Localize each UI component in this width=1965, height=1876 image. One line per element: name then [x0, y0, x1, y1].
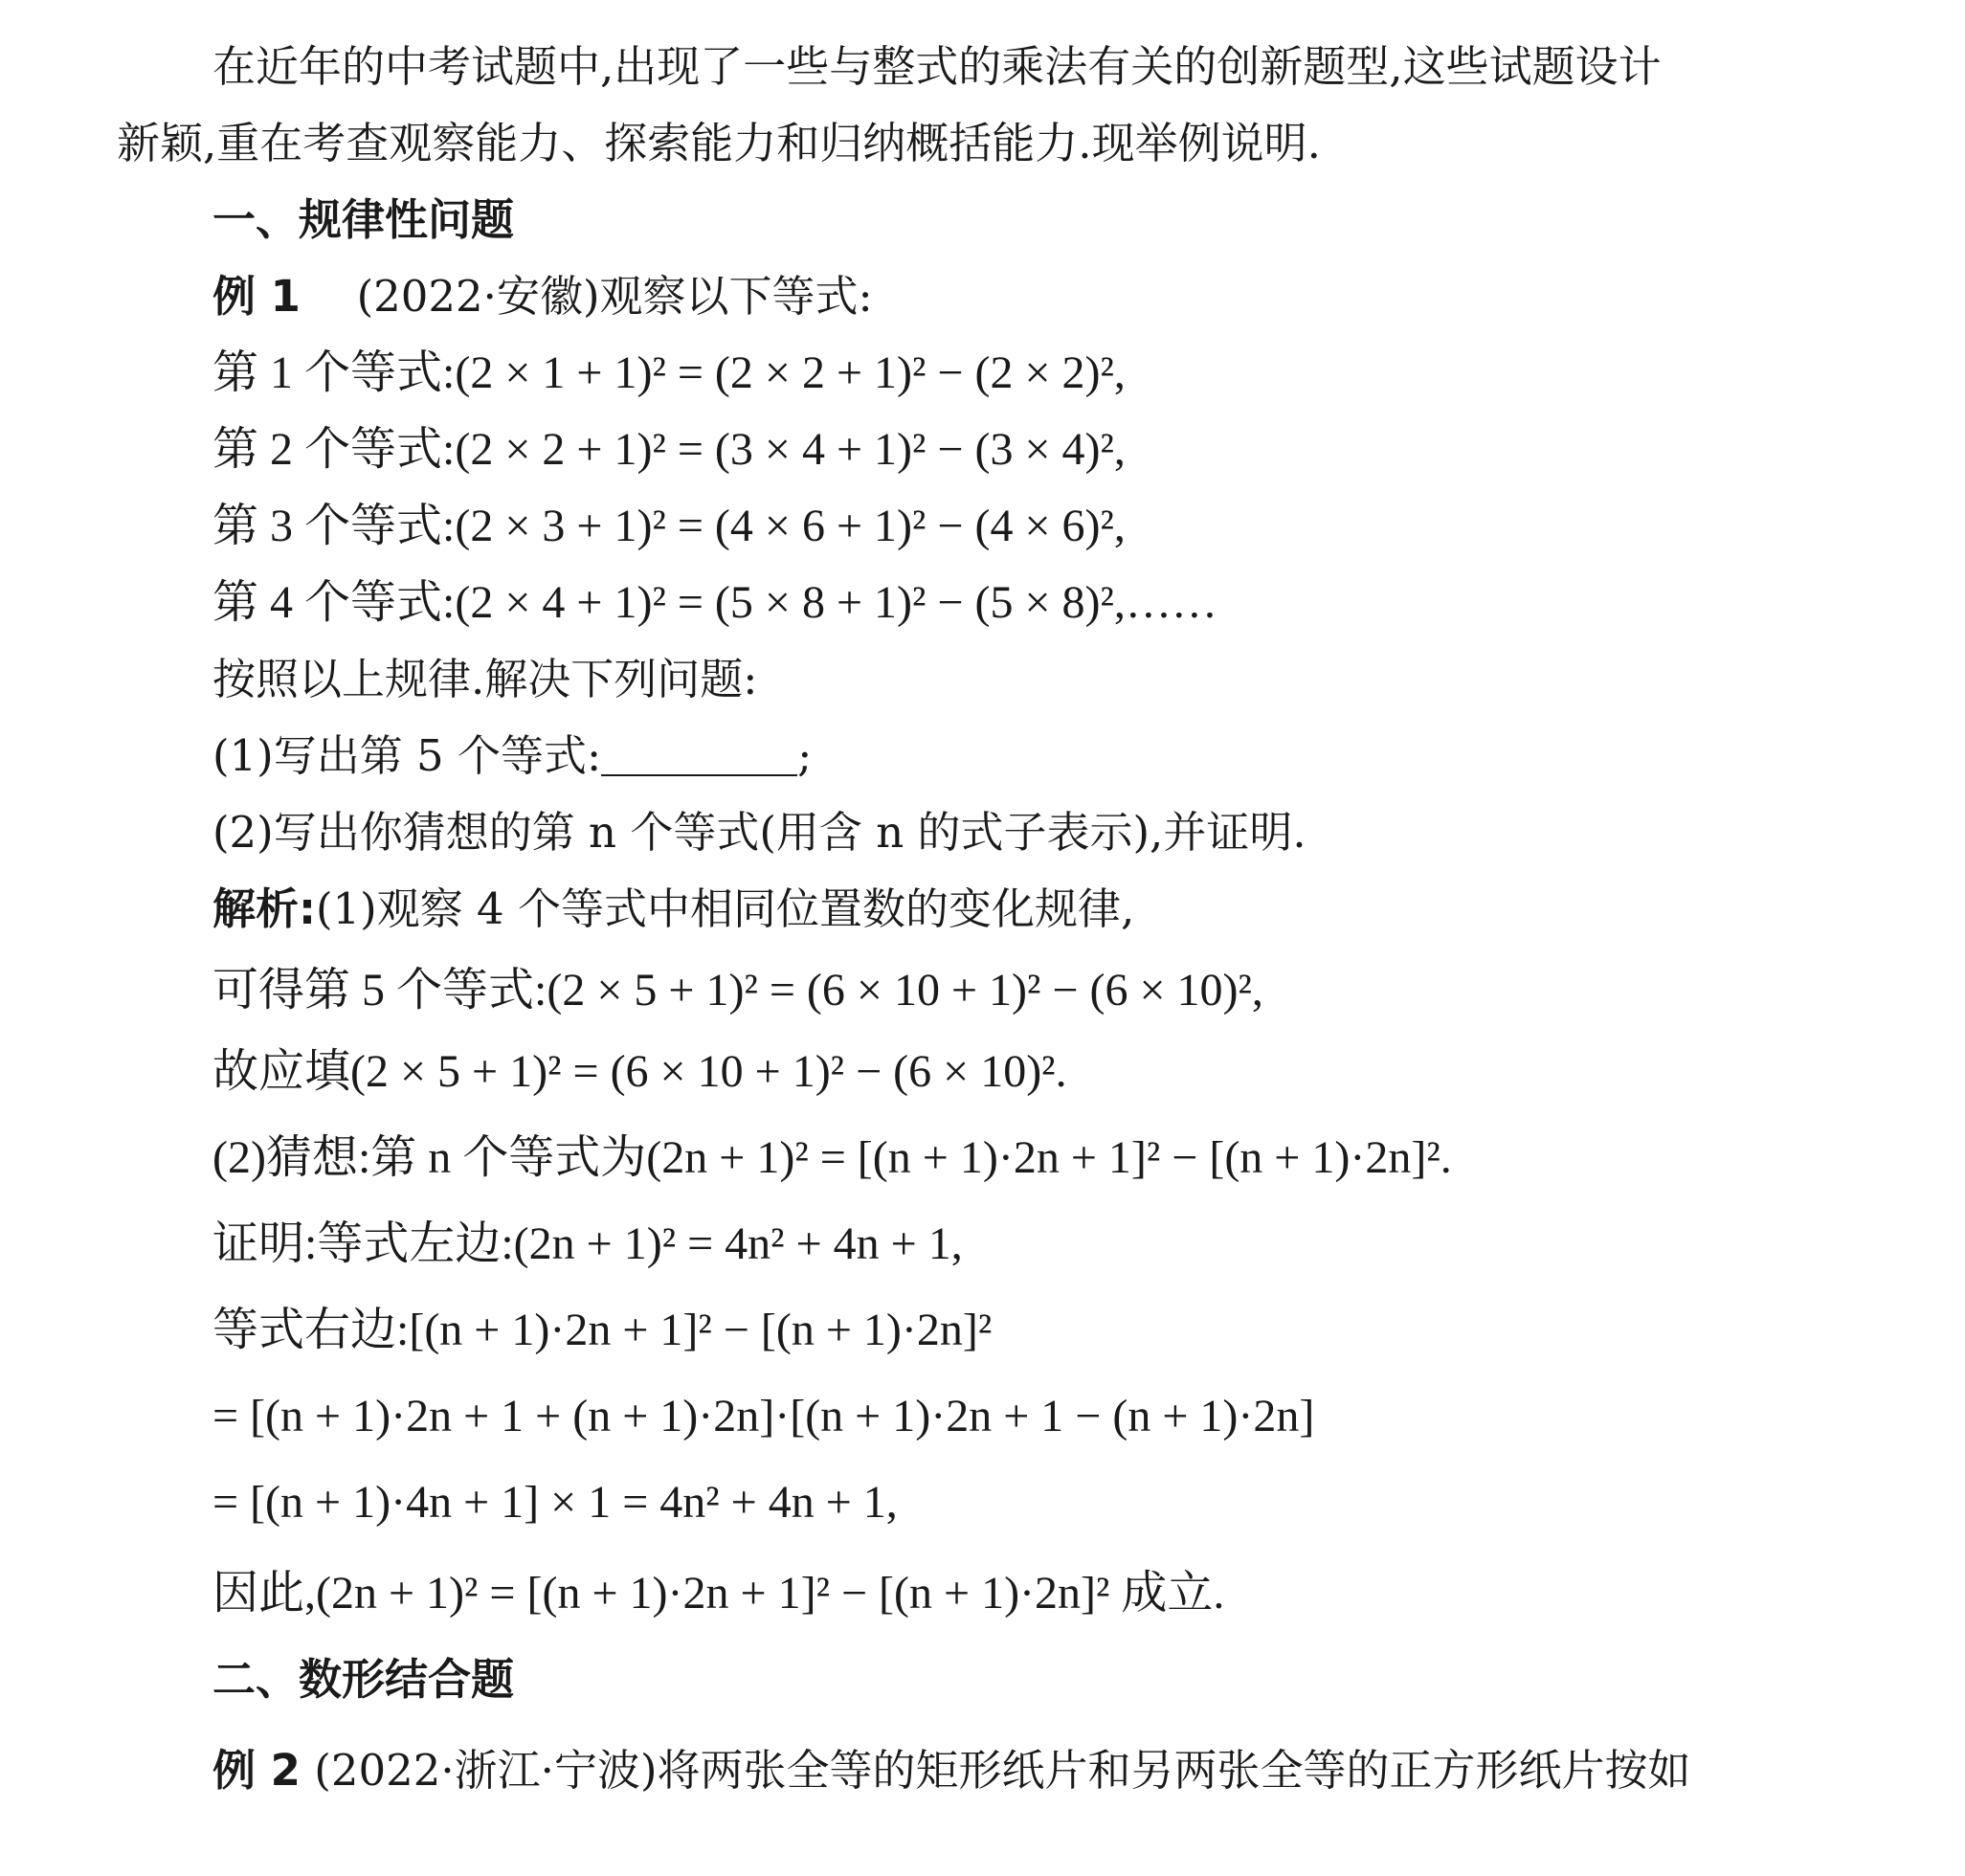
- equation-2: 第 2 个等式:(2 × 2 + 1)² = (3 × 4 + 1)² − (3 × 4)²,: [212, 424, 1126, 475]
- solution-line-1: [0, 871, 1965, 948]
- solution-line-3: 故应填(2 × 5 + 1)² = (6 × 10 + 1)² − (6 × 10)².: [212, 1046, 1067, 1097]
- section-heading-2: 二、数形结合题: [212, 1654, 515, 1705]
- solution-label: 解析:: [212, 883, 316, 934]
- equation-3: 第 3 个等式:(2 × 3 + 1)² = (4 × 6 + 1)² − (4 × 6)²,: [212, 501, 1126, 551]
- question-1: [0, 718, 1965, 794]
- answer-blank: [601, 730, 797, 776]
- instruction-text: 按照以上规律.解决下列问题:: [212, 654, 758, 704]
- solution-line-6: 等式右边:[(n + 1)·2n + 1]² − [(n + 1)·2n]²: [212, 1305, 993, 1355]
- solution-line-8: = [(n + 1)·4n + 1] × 1 = 4n² + 4n + 1,: [212, 1477, 898, 1528]
- solution-line-4: (2)猜想:第 n 个等式为(2n + 1)² = [(n + 1)·2n + 1]² − [(n + 1)·2n]².: [212, 1132, 1452, 1183]
- solution-line-2: 可得第 5 个等式:(2 × 5 + 1)² = (6 × 10 + 1)² − (6 × 10)²,: [212, 965, 1263, 1016]
- solution-line-7: = [(n + 1)·2n + 1 + (n + 1)·2n]·[(n + 1)·2n + 1 − (n + 1)·2n]: [212, 1391, 1315, 1441]
- intro-line-1: 在近年的中考试题中,出现了一些与整式的乘法有关的创新题型,这些试题设计: [212, 41, 1662, 92]
- example-2-text: (2022·浙江·宁波)将两张全等的矩形纸片和另两张全等的正方形纸片按如: [314, 1745, 1691, 1796]
- example-2-label: 例 2: [212, 1745, 301, 1796]
- question-1-suffix: ;: [797, 730, 813, 781]
- example-2-heading: [0, 1732, 1965, 1809]
- question-2: (2)写出你猜想的第 n 个等式(用含 n 的式子表示),并证明.: [212, 807, 1306, 858]
- example-1-source: (2022·安徽)观察以下等式:: [356, 271, 873, 322]
- solution-line-9: 因此,(2n + 1)² = [(n + 1)·2n + 1]² − [(n + 1)·2n]² 成立.: [212, 1568, 1225, 1619]
- solution-line-5: 证明:等式左边:(2n + 1)² = 4n² + 4n + 1,: [212, 1218, 963, 1269]
- equation-1: 第 1 个等式:(2 × 1 + 1)² = (2 × 2 + 1)² − (2 × 2)²,: [212, 347, 1126, 398]
- section-heading-1: 一、规律性问题: [212, 194, 515, 245]
- intro-line-2: 新颖,重在考查观察能力、探索能力和归纳概括能力.现举例说明.: [117, 118, 1321, 168]
- example-1-heading: [0, 258, 1965, 335]
- solution-text-1: (1)观察 4 个等式中相同位置数的变化规律,: [316, 883, 1135, 934]
- question-1-text: (1)写出第 5 个等式:: [212, 730, 602, 781]
- equation-4: 第 4 个等式:(2 × 4 + 1)² = (5 × 8 + 1)² − (5 × 8)²,……: [212, 577, 1217, 628]
- example-1-label: 例 1: [212, 271, 301, 322]
